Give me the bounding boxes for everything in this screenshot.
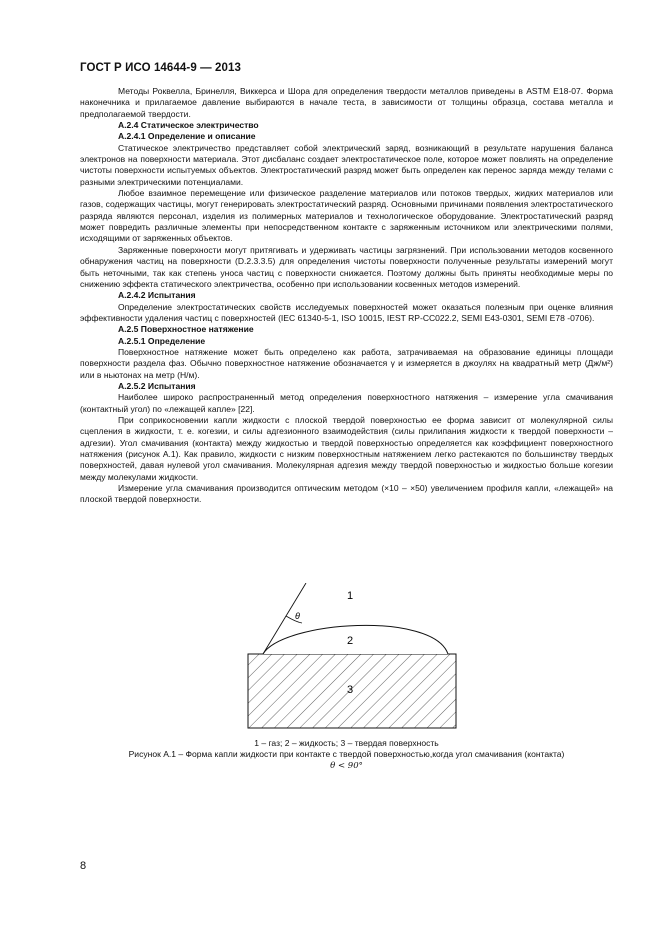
paragraph: Статическое электричество представляет собой электрический заряд, возникающий в результате нарушения баланса электронов на поверхности материала. Этот дисбаланс создает электростатическое поле, которое может повлиять на определение чистоты поверхности испытуемых объектов. Электростатический разряд может быть определен как перенос заряда между телами с разными электрическими потенциалами. xyxy=(80,142,613,187)
figure-caption: Рисунок А.1 – Форма капли жидкости при контакте с твердой поверхностью,когда угол смачивания (контакта) xyxy=(128,749,565,759)
section-heading: А.2.4 Статическое электричество xyxy=(118,120,259,131)
section-heading: А.2.5.2 Испытания xyxy=(118,380,196,391)
section-heading: А.2.4.1 Определение и описание xyxy=(118,131,256,142)
section-heading: А.2.4.2 Испытания xyxy=(118,290,196,301)
label-solid: 3 xyxy=(347,684,354,696)
section-heading: А.2.5.1 Определение xyxy=(118,335,206,346)
section-heading: А.2.5 Поверхностное натяжение xyxy=(118,324,254,335)
document-header: ГОСТ Р ИСО 14644-9 — 2013 xyxy=(80,62,242,74)
label-liquid: 2 xyxy=(347,635,354,647)
label-gas: 1 xyxy=(347,590,354,602)
paragraph: Заряженные поверхности могут притягивать и удерживать частицы загрязнений. При использовании методов косвенного обнаружения частиц на поверхности (D.2.3.3.5) для определения чистоты поверхности полученные результаты измерений могут быть неточными, так как степень уноса частиц с поверхности снижается. Поэтому должны быть приняты необходимые меры по снижению эффекта статического электричества, особенно при использовании косвенных методов измерений. xyxy=(80,244,613,289)
drop-diagram xyxy=(228,583,468,733)
paragraph: При соприкосновении капли жидкости с плоской твердой поверхностью ее форма зависит от молекулярной силы сцепления в жидкости, т. е. когезии, и силы адгезионного взаимодействия (силы прилипания жидкости к твердой поверхности – адгезии). Угол смачивания (контакта) между жидкостью и твердой поверхностью определяется как коэффициент поверхностного натяжения (рисунок А.1). Как правило, жидкости с низким поверхностным натяжением легко растекаются по большинству твердых поверхностей, давая нулевой угол смачивания. Молекулярная адгезия между твердой поверхностью и жидкостью больше когезии между молекулами жидкости. xyxy=(80,414,613,482)
figure-a1 xyxy=(228,583,468,733)
paragraph: Методы Роквелла, Бринелля, Виккерса и Шора для определения твердости металлов приведены в ASTM E18-07. Форма наконечника и прилагаемое давление выбираются в начале теста, в зависимости от толщины образца, состава металла и предполагаемой твердости. xyxy=(80,86,613,119)
paragraph: Наиболее широко распространенный метод определения поверхностного натяжения – измерение угла смачивания (контактный угол) по «лежащей капле» [22]. xyxy=(80,392,613,414)
paragraph: Измерение угла смачивания производится оптическим методом (×10 – ×50) увеличением профиля капли, «лежащей» на плоской твердой поверхности. xyxy=(80,483,613,505)
figure-condition: θ < 90° xyxy=(330,761,363,771)
figure-legend: 1 – газ; 2 – жидкость; 3 – твердая поверхность xyxy=(254,738,439,748)
liquid-drop xyxy=(263,625,448,654)
paragraph: Любое взаимное перемещение или физическое разделение материалов или потоков твердых, жидких материалов или газов, содержащих частицы, могут генерировать электростатический разряд. Основными причинами появления электростатического разряда являются персонал, изделия из полимерных материалов и технологическое оборудование. Электростатический разряд может повредить различные элементы при непосредственном контакте с заряженным источником или электрическими полями, исходящими от заряженных объектов. xyxy=(80,188,613,244)
page-number: 8 xyxy=(80,860,87,872)
body-text xyxy=(80,86,613,506)
paragraph: Определение электростатических свойств исследуемых поверхностей может оказаться полезным при оценке влияния эффективности удаления частиц с поверхностей (IEC 61340-5-1, ISO 10015, IEST RP-CC022.2, SEMI E43-0301, SEMI E78 -0706). xyxy=(80,301,613,323)
paragraph: Поверхностное натяжение может быть определено как работа, затрачиваемая на образование единицы площади поверхности раздела фаз. Обычно поверхностное натяжение обозначается γ и измеряется в джоулях на квадратный метр (Дж/м²) или в ньютонах на метр (Н/м). xyxy=(80,346,613,380)
angle-symbol: θ xyxy=(295,611,300,621)
